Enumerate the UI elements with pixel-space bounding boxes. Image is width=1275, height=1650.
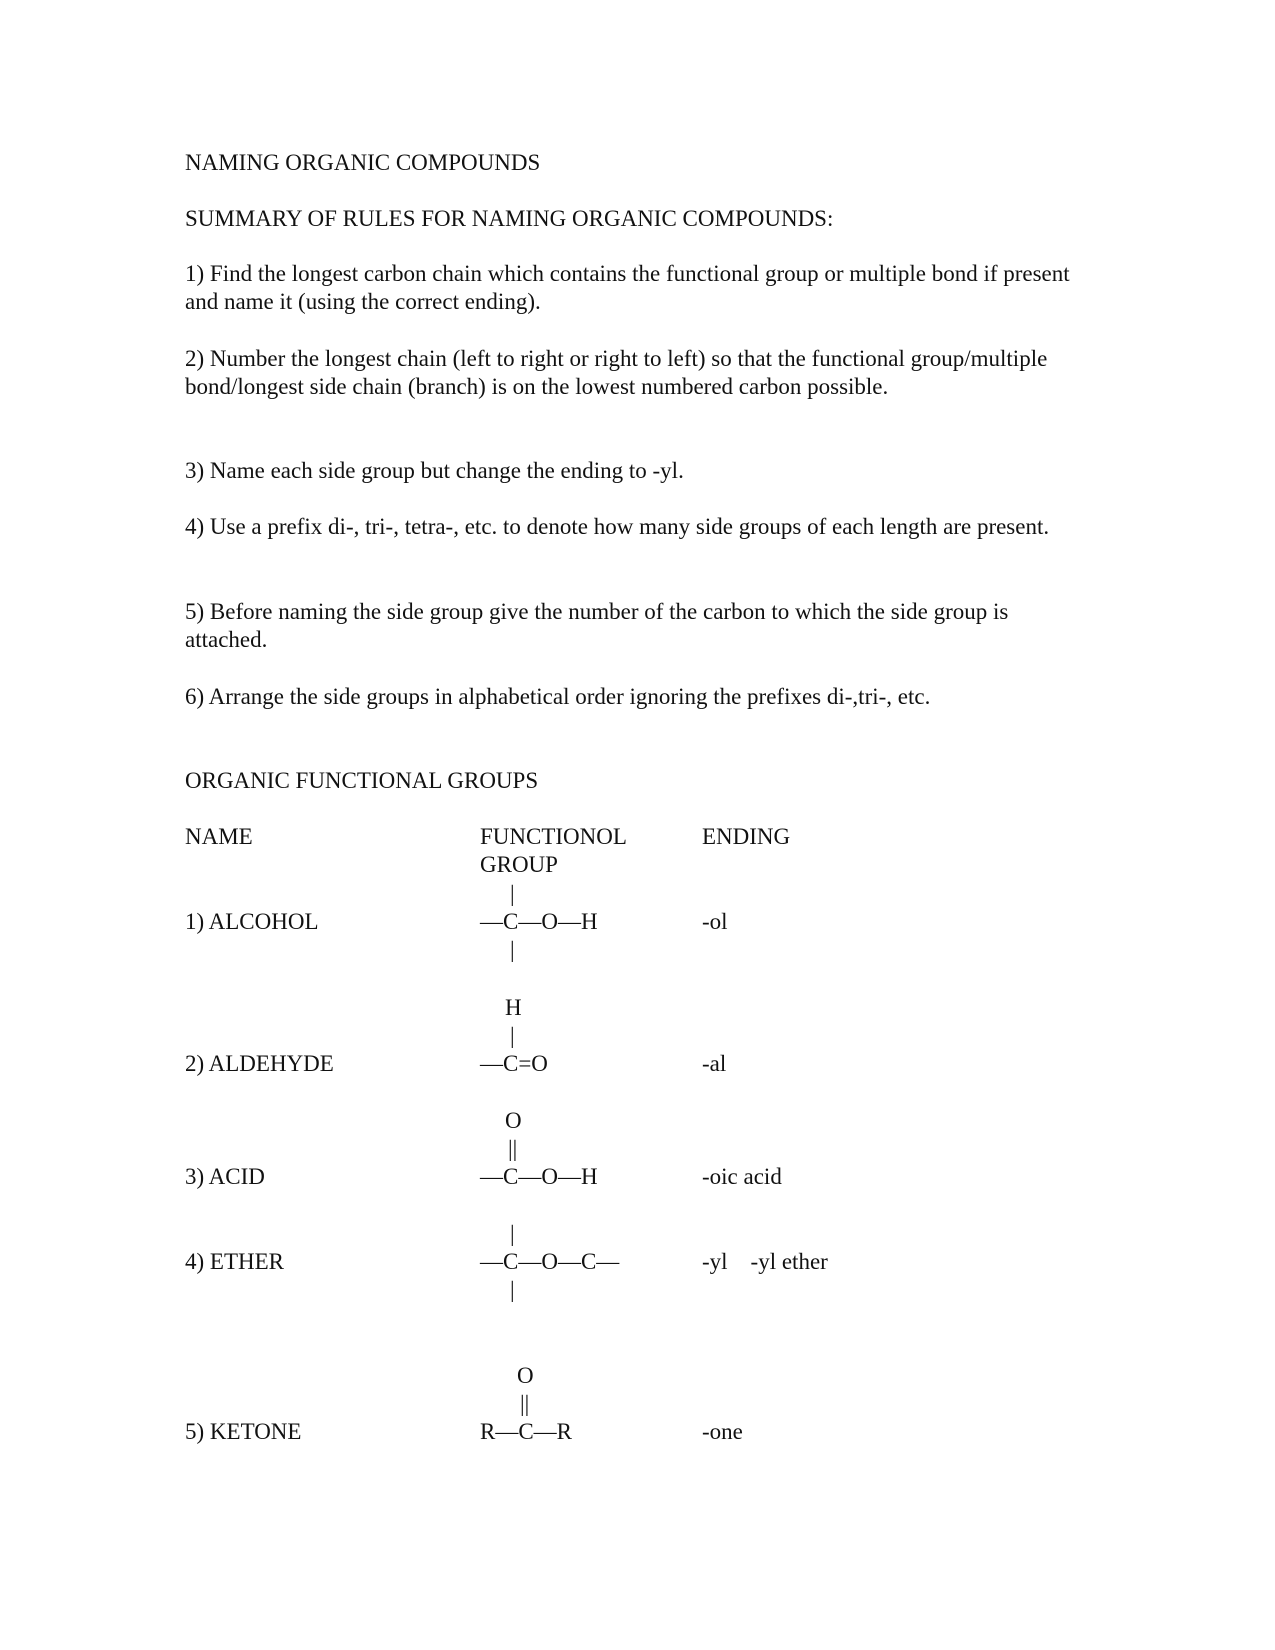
rule-5: 5) Before naming the side group give the number of the carbon to which the side group is attached. — [185, 599, 1009, 652]
rule-4: 4) Use a prefix di-, tri-, tetra-, etc. to denote how many side groups of each length are present. — [185, 514, 1050, 539]
rule-3: 3) Name each side group but change the ending to -yl. — [185, 458, 684, 483]
aldehyde-bond-above: | — [510, 1023, 515, 1048]
group-name-ether: 4) ETHER — [185, 1249, 285, 1274]
rule-2: 2) Number the longest chain (left to right or right to left) so that the functional group/multiple bond/longest side chain (branch) is on the lowest numbered carbon possible. — [185, 346, 1048, 399]
aldehyde-structure: —C=O — [480, 1051, 548, 1076]
alcohol-bond-above: | — [510, 881, 515, 906]
column-header-ending: ENDING — [702, 824, 791, 849]
column-header-name: NAME — [185, 824, 253, 849]
alcohol-structure: —C—O—H — [480, 909, 598, 934]
alcohol-bond-below: | — [510, 937, 515, 962]
functional-groups-heading: ORGANIC FUNCTIONAL GROUPS — [185, 768, 539, 793]
ending-aldehyde: -al — [702, 1051, 727, 1076]
ether-bond-below: | — [510, 1277, 515, 1302]
acid-structure: —C—O—H — [480, 1164, 598, 1189]
ending-ketone: -one — [702, 1419, 743, 1444]
group-name-acid: 3) ACID — [185, 1164, 265, 1189]
acid-oxygen-above: O — [505, 1108, 522, 1133]
acid-double-bond-above: || — [508, 1136, 518, 1161]
rule-1: 1) Find the longest carbon chain which contains the functional group or multiple bond if present and name it (using the correct ending). — [185, 261, 1070, 314]
group-name-ketone: 5) KETONE — [185, 1419, 302, 1444]
column-header-group-line2: GROUP — [480, 852, 558, 877]
column-header-group-line1: FUNCTIONOL — [480, 824, 627, 849]
rule-6: 6) Arrange the side groups in alphabetical order ignoring the prefixes di-,tri-, etc. — [185, 684, 931, 709]
group-name-aldehyde: 2) ALDEHYDE — [185, 1051, 334, 1076]
summary-heading: SUMMARY OF RULES FOR NAMING ORGANIC COMPOUNDS: — [185, 206, 834, 231]
ether-structure: —C—O—C— — [480, 1249, 620, 1274]
page-title: NAMING ORGANIC COMPOUNDS — [185, 150, 541, 175]
aldehyde-hydrogen-above: H — [505, 995, 522, 1020]
ending-acid: -oic acid — [702, 1164, 782, 1189]
group-name-alcohol: 1) ALCOHOL — [185, 909, 319, 934]
ending-alcohol: -ol — [702, 909, 728, 934]
ending-ether: -yl -yl ether — [702, 1249, 828, 1274]
ketone-double-bond-above: || — [520, 1391, 530, 1416]
ketone-oxygen-above: O — [517, 1363, 534, 1388]
ketone-structure: R—C—R — [480, 1419, 573, 1444]
ether-bond-above: | — [510, 1221, 515, 1246]
